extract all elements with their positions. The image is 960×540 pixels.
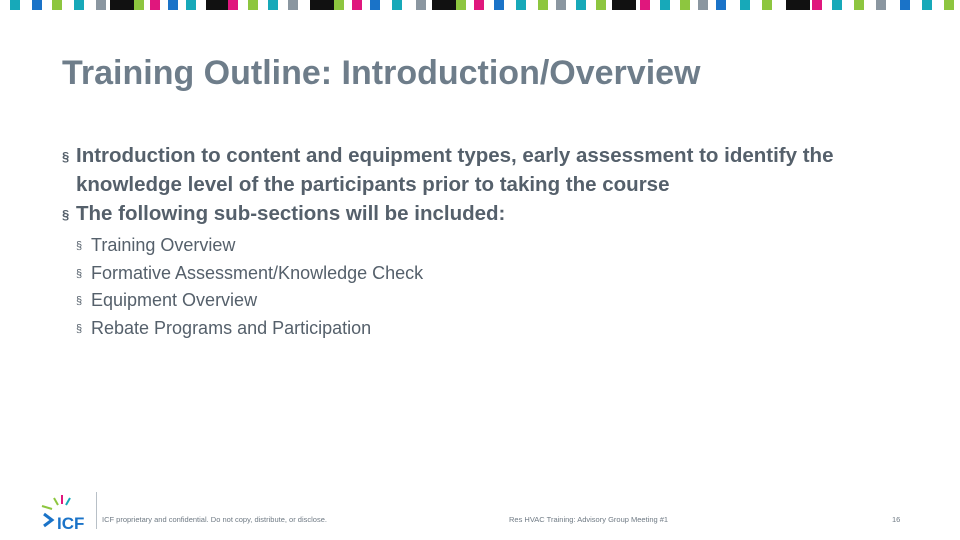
bullet-marker: §	[62, 149, 70, 164]
decorative-square	[944, 0, 954, 10]
decorative-square	[812, 0, 822, 10]
decorative-square	[762, 0, 772, 10]
footer-meeting-title: Res HVAC Training: Advisory Group Meeting #1	[509, 515, 669, 524]
decorative-square	[206, 0, 230, 10]
sub-bullet-text: Formative Assessment/Knowledge Check	[91, 262, 424, 283]
bullet-text: The following sub-sections will be included:	[76, 202, 506, 225]
sub-bullet-marker: §	[76, 295, 83, 307]
bullet-item	[62, 199, 862, 228]
decorative-square	[680, 0, 690, 10]
decorative-square	[168, 0, 178, 10]
decorative-square	[52, 0, 62, 10]
decorative-square	[922, 0, 932, 10]
decorative-square	[310, 0, 334, 10]
decorative-square	[740, 0, 750, 10]
footer-confidential: ICF proprietary and confidential. Do not copy, distribute, or disclose.	[102, 515, 327, 524]
sub-bullet-item	[76, 315, 862, 343]
icf-logo	[40, 492, 92, 530]
sub-bullet-item	[76, 287, 862, 315]
sub-bullet-marker: §	[76, 267, 83, 280]
decorative-square	[370, 0, 380, 10]
decorative-square	[228, 0, 238, 10]
decorative-square	[96, 0, 106, 10]
decorative-square	[900, 0, 910, 10]
sub-bullet-marker: §	[76, 240, 83, 252]
decorative-square	[134, 0, 144, 10]
decorative-square	[74, 0, 84, 10]
decorative-square	[556, 0, 566, 10]
decorative-square	[876, 0, 886, 10]
decorative-square	[110, 0, 134, 10]
decorative-square	[612, 0, 636, 10]
decorative-square	[660, 0, 670, 10]
decorative-square	[516, 0, 526, 10]
sub-bullet-text: Equipment Overview	[91, 290, 258, 310]
decorative-square	[352, 0, 362, 10]
slide-title: Training Outline: Introduction/Overview	[62, 54, 701, 92]
sub-bullet-text: Training Overview	[91, 235, 236, 255]
decorative-square	[334, 0, 344, 10]
bullet-marker: §	[62, 207, 70, 222]
sub-bullet-marker: §	[76, 322, 83, 335]
decorative-square	[640, 0, 650, 10]
decorative-square	[288, 0, 298, 10]
sub-bullet-item	[76, 232, 862, 260]
page-number: 16	[892, 515, 901, 524]
decorative-square	[716, 0, 726, 10]
decorative-square	[432, 0, 456, 10]
decorative-square	[456, 0, 466, 10]
sub-bullet-text: Rebate Programs and Participation	[91, 317, 372, 338]
decorative-square	[698, 0, 708, 10]
decorative-square	[150, 0, 160, 10]
footer-divider	[96, 492, 97, 529]
icf-logo-text: ICF	[57, 514, 85, 530]
decorative-square	[10, 0, 20, 10]
sub-bullet-item	[76, 260, 862, 288]
decorative-square	[538, 0, 548, 10]
decorative-top-bar	[0, 0, 960, 10]
decorative-square	[186, 0, 196, 10]
decorative-square	[32, 0, 42, 10]
decorative-square	[268, 0, 278, 10]
sub-bullet-list	[76, 232, 862, 342]
bullet-item	[62, 141, 862, 199]
decorative-square	[248, 0, 258, 10]
decorative-square	[416, 0, 426, 10]
decorative-square	[786, 0, 810, 10]
bullet-text: Introduction to content and equipment types, early assessment to identify the knowledge level of the participants prior to taking the course	[76, 144, 834, 196]
decorative-square	[474, 0, 484, 10]
decorative-square	[392, 0, 402, 10]
decorative-square	[854, 0, 864, 10]
decorative-square	[832, 0, 842, 10]
decorative-square	[596, 0, 606, 10]
decorative-square	[494, 0, 504, 10]
decorative-square	[576, 0, 586, 10]
bullet-list	[62, 141, 862, 342]
